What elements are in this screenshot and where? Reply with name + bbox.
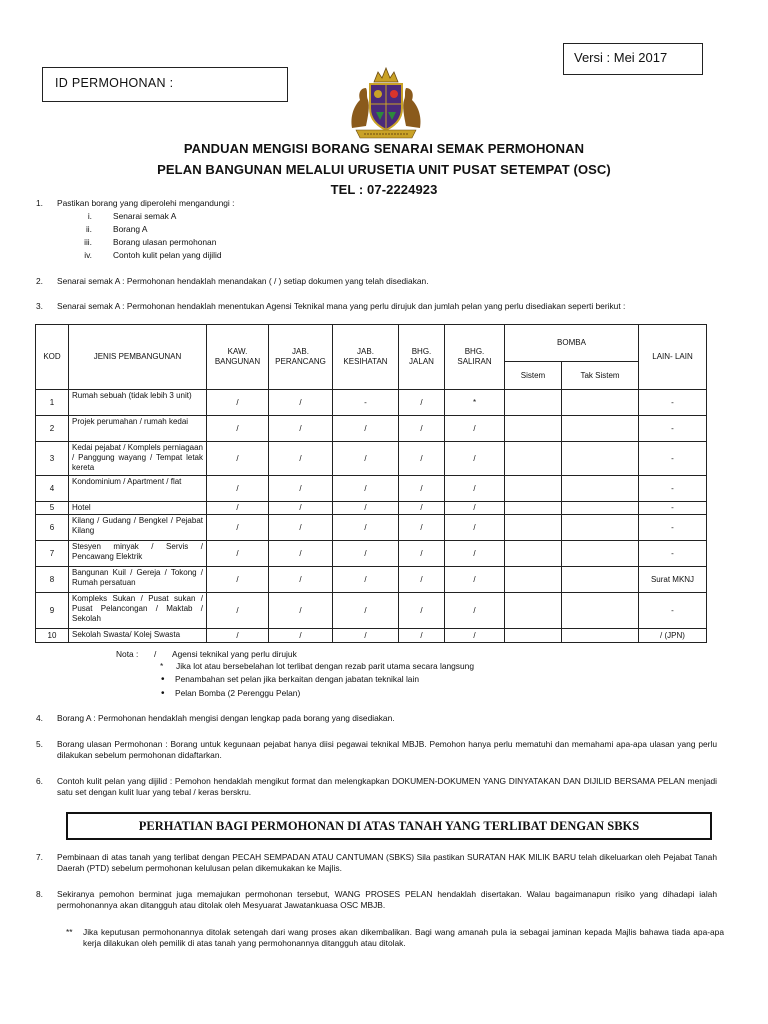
cell-kaw: / (207, 442, 269, 476)
cell-kesihatan: - (333, 390, 399, 416)
footnote-mark: ** (66, 927, 73, 937)
cell-lain: Surat MKNJ (639, 567, 707, 593)
item-1-number: 1. (36, 198, 43, 208)
header-jab-perancang: JAB. PERANCANG (269, 325, 333, 390)
cell-sistem (505, 541, 562, 567)
cell-tak-sistem (562, 541, 639, 567)
table-row (36, 416, 707, 442)
header-jenis-pembangunan: JENIS PEMBANGUNAN (69, 325, 207, 390)
table-row (36, 502, 707, 515)
cell-perancang: / (269, 629, 333, 643)
item-8-text: Sekiranya pemohon berminat juga memajukan permohonan tersebut, WANG PROSES PELAN hendaklah disertakan. Walau bagaimanapun risiko yang dihadapi ialah permohonannya akan ditangguh atau ditolak oleh Mesyuarat Jawatankuasa OSC MBJB. (57, 889, 717, 910)
cell-jalan: / (399, 593, 445, 629)
cell-jenis: Projek perumahan / rumah kedai (69, 416, 207, 442)
cell-tak-sistem (562, 502, 639, 515)
cell-jenis: Kilang / Gudang / Bengkel / Pejabat Kilang (69, 515, 207, 541)
item-8-number: 8. (36, 889, 43, 899)
cell-kod: 2 (36, 416, 69, 442)
footnote-text: Jika keputusan permohonannya ditolak setengah dari wang proses akan dikembalikan. Bagi wang amanah pula ia sebagai jaminan kepada Majlis bahawa tiada apa-apa kerja dilakukan oleh pemilik di atas tanah yang permohonannya ditangguh atau ditolak. (83, 927, 724, 948)
cell-jalan: / (399, 629, 445, 643)
cell-tak-sistem (562, 593, 639, 629)
cell-kod: 9 (36, 593, 69, 629)
item-1-text: Pastikan borang yang diperolehi mengandungi : (57, 198, 235, 208)
cell-perancang: / (269, 515, 333, 541)
version-label: Versi : Mei 2017 (574, 50, 668, 65)
cell-lain: - (639, 476, 707, 502)
cell-jalan: / (399, 390, 445, 416)
cell-kaw: / (207, 416, 269, 442)
item-1-sub-2-text: Borang A (113, 224, 148, 234)
cell-saliran: / (445, 541, 505, 567)
cell-tak-sistem (562, 442, 639, 476)
cell-perancang: / (269, 442, 333, 476)
table-row (36, 476, 707, 502)
cell-lain: - (639, 390, 707, 416)
cell-perancang: / (269, 416, 333, 442)
table-row (36, 442, 707, 476)
page-title-line-1: PANDUAN MENGISI BORANG SENARAI SEMAK PERMOHONAN (183, 141, 585, 156)
cell-tak-sistem (562, 390, 639, 416)
cell-tak-sistem (562, 476, 639, 502)
cell-perancang: / (269, 567, 333, 593)
nota-star-text: Jika lot atau bersebelahan lot terlibat dengan rezab parit utama secara langsung (176, 661, 474, 671)
item-1-sub-4-number: iv. (84, 250, 92, 260)
cell-kod: 3 (36, 442, 69, 476)
nota-star-mark: * (160, 661, 164, 671)
cell-kesihatan: / (333, 442, 399, 476)
cell-lain: - (639, 541, 707, 567)
nota-slash-mark: / (154, 649, 157, 659)
cell-sistem (505, 476, 562, 502)
header-sistem: Sistem (505, 362, 562, 390)
cell-jenis: Sekolah Swasta/ Kolej Swasta (69, 629, 207, 643)
cell-saliran: / (445, 567, 505, 593)
cell-kod: 1 (36, 390, 69, 416)
cell-jalan: / (399, 502, 445, 515)
cell-tak-sistem (562, 416, 639, 442)
cell-sistem (505, 502, 562, 515)
header-jab-kesihatan: JAB. KESIHATAN (333, 325, 399, 390)
cell-perancang: / (269, 502, 333, 515)
cell-kaw: / (207, 476, 269, 502)
item-5-number: 5. (36, 739, 43, 749)
page-title-line-2: PELAN BANGUNAN MELALUI URUSETIA UNIT PUSAT SETEMPAT (OSC) (157, 162, 611, 177)
cell-kesihatan: / (333, 502, 399, 515)
cell-lain: - (639, 442, 707, 476)
nota-bullet-1: • Penambahan set pelan jika berkaitan dengan jabatan teknikal lain (175, 674, 419, 685)
cell-jenis: Bangunan Kuil / Gereja / Tokong / Rumah persatuan (69, 567, 207, 593)
item-1-sub-4-text: Contoh kulit pelan yang dijilid (113, 250, 222, 260)
cell-tak-sistem (562, 567, 639, 593)
cell-jenis: Stesyen minyak / Servis / Pencawang Elektrik (69, 541, 207, 567)
cell-sistem (505, 416, 562, 442)
cell-kod: 6 (36, 515, 69, 541)
item-5-text: Borang ulasan Permohonan : Borang untuk kegunaan pejabat hanya diisi pegawai teknikal MBJB. Pemohon hanya perlu mematuhi dan memahami apa-apa ulasan yang perlu dilakukan sebelum permohonan didaftarkan. (57, 739, 717, 760)
cell-saliran: / (445, 476, 505, 502)
table-row (36, 629, 707, 643)
cell-kod: 5 (36, 502, 69, 515)
cell-sistem (505, 390, 562, 416)
page-title-tel: TEL : 07-2224923 (330, 182, 438, 197)
cell-kesihatan: / (333, 541, 399, 567)
cell-kesihatan: / (333, 593, 399, 629)
cell-perancang: / (269, 476, 333, 502)
cell-saliran: / (445, 629, 505, 643)
cell-saliran: / (445, 502, 505, 515)
cell-lain: - (639, 593, 707, 629)
cell-sistem (505, 515, 562, 541)
cell-kaw: / (207, 515, 269, 541)
cell-kaw: / (207, 629, 269, 643)
cell-jenis: Kompleks Sukan / Pusat sukan / Pusat Pelancongan / Maktab / Sekolah (69, 593, 207, 629)
sbks-notice-banner (66, 812, 712, 840)
cell-perancang: / (269, 593, 333, 629)
cell-sistem (505, 442, 562, 476)
cell-kaw: / (207, 502, 269, 515)
cell-jalan: / (399, 567, 445, 593)
cell-perancang: / (269, 390, 333, 416)
item-1-sub-1-number: i. (87, 211, 92, 221)
item-4-text: Borang A : Permohonan hendaklah mengisi dengan lengkap pada borang yang disediakan. (57, 713, 395, 723)
cell-kesihatan: / (333, 476, 399, 502)
cell-lain: / (JPN) (639, 629, 707, 643)
cell-jalan: / (399, 416, 445, 442)
cell-kesihatan: / (333, 567, 399, 593)
item-3-number: 3. (36, 301, 43, 311)
cell-jalan: / (399, 476, 445, 502)
item-4-number: 4. (36, 713, 43, 723)
cell-jenis: Rumah sebuah (tidak lebih 3 unit) (69, 390, 207, 416)
item-6-text: Contoh kulit pelan yang dijilid : Pemohon hendaklah mengikut format dan melengkapkan DOKUMEN-DOKUMEN YANG DINYATAKAN DAN DIJILID BERSAMA PELAN menjadi satu set dengan kulit luar yang tebal / keras berskru. (57, 776, 717, 797)
id-permohonan-box[interactable] (42, 67, 288, 102)
table-row (36, 515, 707, 541)
item-3-text: Senarai semak A : Permohonan hendaklah menentukan Agensi Teknikal mana yang perlu dirujuk dan jumlah pelan yang perlu disediakan seperti berikut : (57, 301, 626, 311)
item-2-text: Senarai semak A : Permohonan hendaklah menandakan ( / ) setiap dokumen yang telah disediakan. (57, 276, 429, 286)
item-7-text: Pembinaan di atas tanah yang terlibat dengan PECAH SEMPADAN ATAU CANTUMAN (SBKS) Sila pastikan SURATAN HAK MILIK BARU telah dikeluarkan oleh Pejabat Tanah Daerah (PTD) sebelum permohonan kelulusan pelan dikemukakan ke Majlis. (57, 852, 717, 873)
table-row (36, 593, 707, 629)
cell-jalan: / (399, 541, 445, 567)
cell-saliran: / (445, 442, 505, 476)
nota-label: Nota : (116, 649, 139, 659)
cell-jalan: / (399, 515, 445, 541)
cell-tak-sistem (562, 515, 639, 541)
id-permohonan-label: ID PERMOHONAN : (55, 76, 174, 90)
nota-bullet-2: • Pelan Bomba (2 Perenggu Pelan) (175, 688, 300, 699)
cell-kod: 10 (36, 629, 69, 643)
cell-sistem (505, 567, 562, 593)
cell-tak-sistem (562, 629, 639, 643)
item-7-number: 7. (36, 852, 43, 862)
cell-kesihatan: / (333, 515, 399, 541)
header-tak-sistem: Tak Sistem (562, 362, 639, 390)
nota-slash-text: Agensi teknikal yang perlu dirujuk (172, 649, 297, 659)
cell-kod: 7 (36, 541, 69, 567)
cell-saliran: / (445, 593, 505, 629)
cell-saliran: * (445, 390, 505, 416)
version-box (563, 43, 703, 75)
cell-lain: - (639, 515, 707, 541)
cell-kod: 8 (36, 567, 69, 593)
cell-perancang: / (269, 541, 333, 567)
item-2-number: 2. (36, 276, 43, 286)
header-bhg-saliran: BHG. SALIRAN (445, 325, 505, 390)
table-row (36, 541, 707, 567)
cell-jenis: Kondominium / Apartment / flat (69, 476, 207, 502)
header-bomba: BOMBA (505, 325, 639, 362)
cell-kaw: / (207, 390, 269, 416)
cell-kod: 4 (36, 476, 69, 502)
cell-jenis: Kedai pejabat / Komplels perniagaan / Panggung wayang / Tempat letak kereta (69, 442, 207, 476)
item-1-sub-3-text: Borang ulasan permohonan (113, 237, 217, 247)
sbks-notice-text: PERHATIAN BAGI PERMOHONAN DI ATAS TANAH YANG TERLIBAT DENGAN SBKS (138, 819, 640, 833)
cell-lain: - (639, 502, 707, 515)
agency-reference-table (35, 324, 707, 643)
majlis-crest-icon (346, 66, 426, 140)
cell-kesihatan: / (333, 629, 399, 643)
cell-sistem (505, 593, 562, 629)
item-1-sub-1-text: Senarai semak A (113, 211, 177, 221)
cell-saliran: / (445, 515, 505, 541)
item-1-sub-2-number: ii. (85, 224, 92, 234)
table-row (36, 567, 707, 593)
cell-kaw: / (207, 567, 269, 593)
cell-lain: - (639, 416, 707, 442)
cell-jenis: Hotel (69, 502, 207, 515)
cell-kesihatan: / (333, 416, 399, 442)
cell-kaw: / (207, 593, 269, 629)
cell-saliran: / (445, 416, 505, 442)
cell-jalan: / (399, 442, 445, 476)
header-bhg-jalan: BHG. JALAN (399, 325, 445, 390)
cell-kaw: / (207, 541, 269, 567)
header-kaw-bangunan: KAW. BANGUNAN (207, 325, 269, 390)
header-lain-lain: LAIN- LAIN (639, 325, 707, 390)
table-row (36, 390, 707, 416)
item-1-sub-3-number: iii. (84, 237, 92, 247)
header-kod: KOD (36, 325, 69, 390)
cell-sistem (505, 629, 562, 643)
item-6-number: 6. (36, 776, 43, 786)
